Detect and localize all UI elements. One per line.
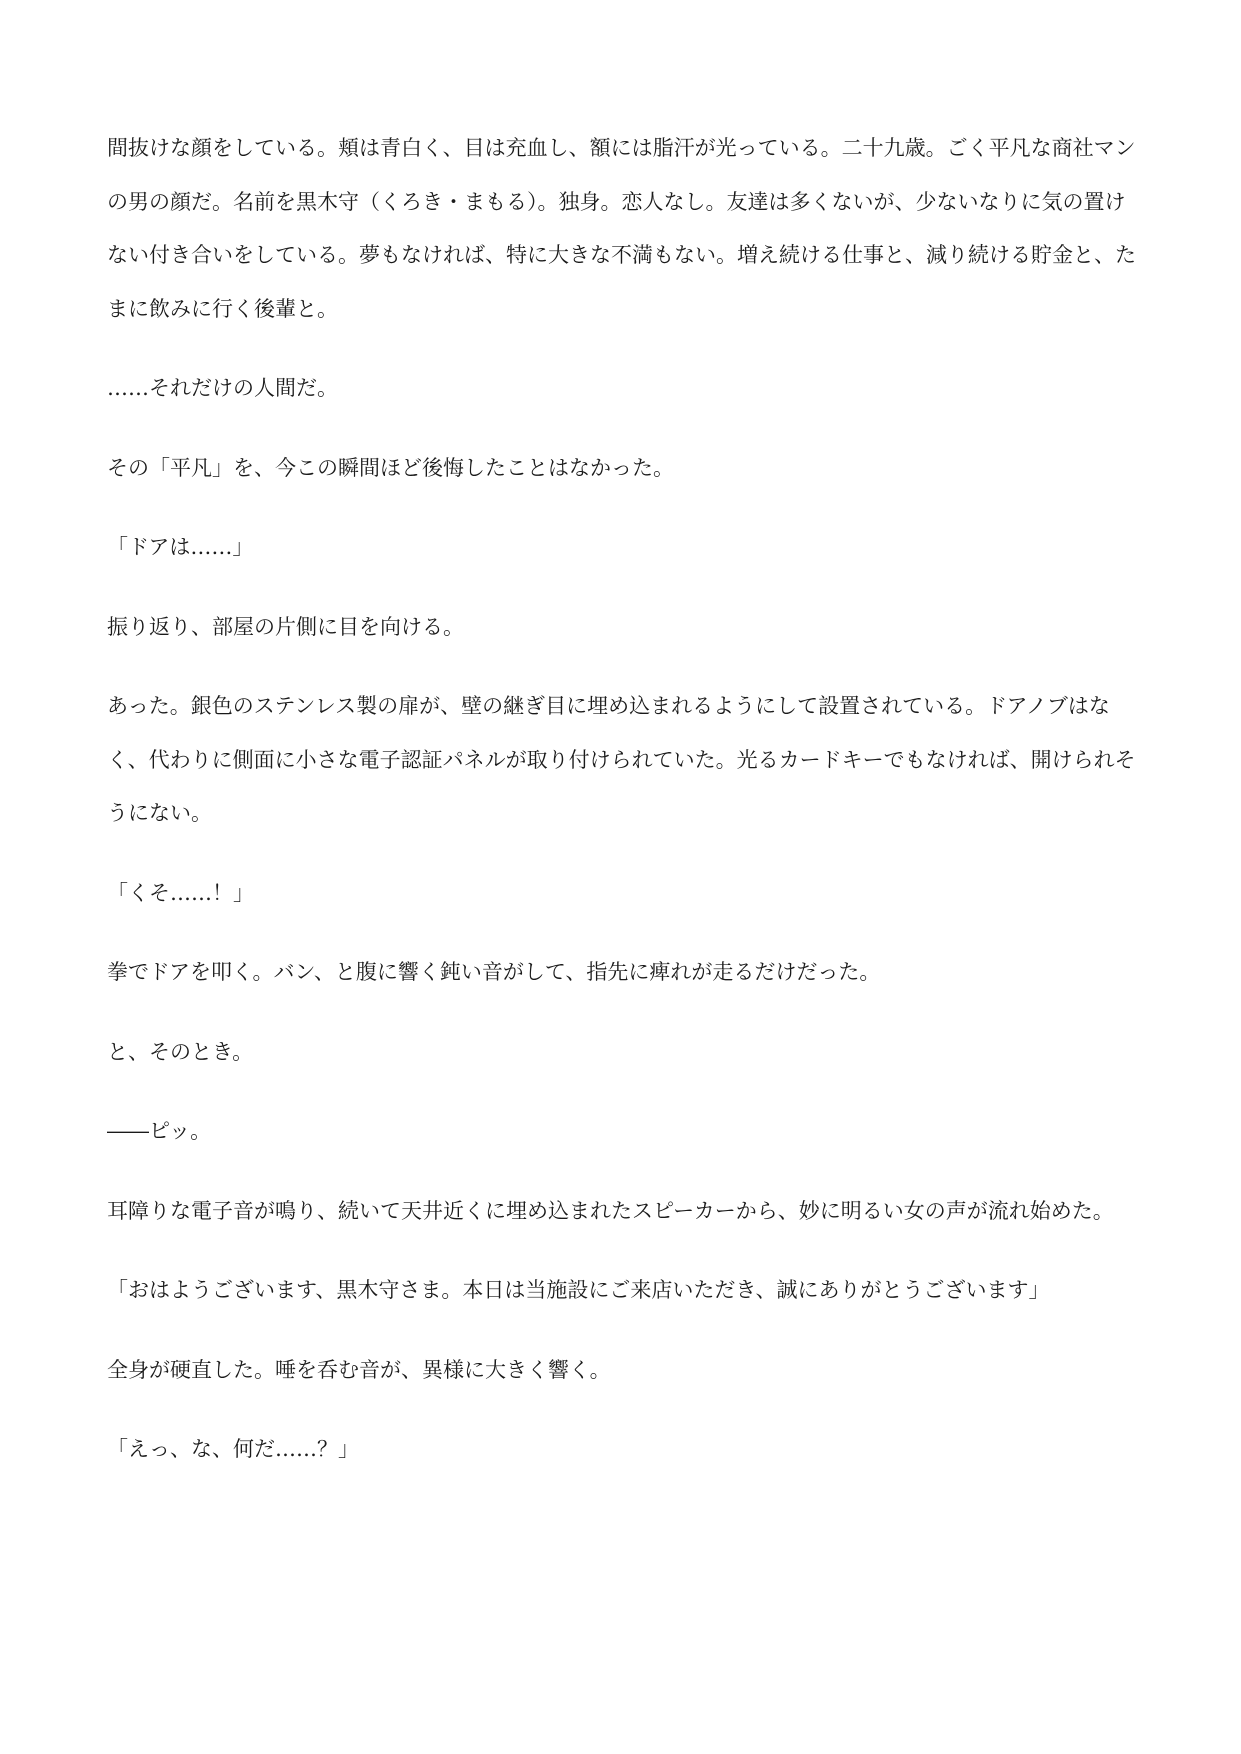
paragraph: と、そのとき。 — [107, 1039, 254, 1064]
document-body — [107, 122, 1137, 1503]
paragraph: 振り返り、部屋の片側に目を向ける。 — [107, 614, 464, 639]
paragraph: 「くそ……！」 — [107, 880, 254, 905]
paragraph: 全身が硬直した。唾を呑む音が、異様に大きく響く。 — [107, 1357, 611, 1382]
paragraph: その「平凡」を、今この瞬間ほど後悔したことはなかった。 — [107, 455, 674, 480]
paragraph: 「おはようございます、黒木守さま。本日は当施設にご来店いただき、誠にありがとうございます」 — [107, 1278, 1050, 1302]
paragraph: 拳でドアを叩く。バン、と腹に響く鈍い音がして、指先に痺れが走るだけだった。 — [107, 960, 881, 984]
paragraph: 耳障りな電子音が鳴り、続いて天井近くに埋め込まれたスピーカーから、妙に明るい女の声が流れ始めた。 — [107, 1198, 1114, 1223]
paragraph: ――ピッ。 — [107, 1119, 212, 1143]
paragraph: 間抜けな顔をしている。頬は青白く、目は充血し、額には脂汗が光っている。二十九歳。ごく平凡な商社マンの男の顔だ。名前を黒木守（くろき・まもる）。独身。恋人なし。友達は多くないが、少ないなりに気の置けない付き合いをしている。夢もなければ、特に大きな不満もない。増え続ける仕事と、減り続ける貯金と、たまに飲みに行く後輩と。 — [107, 136, 1136, 321]
paragraph: ……それだけの人間だ。 — [107, 376, 338, 400]
paragraph: 「ドアは……」 — [107, 535, 254, 559]
paragraph: 「えっ、な、何だ……？」 — [107, 1437, 359, 1461]
paragraph: あった。銀色のステンレス製の扉が、壁の継ぎ目に埋め込まれるようにして設置されている。ドアノブはなく、代わりに側面に小さな電子認証パネルが取り付けられていた。光るカードキーでもなければ、開けられそうにない。 — [107, 694, 1136, 825]
